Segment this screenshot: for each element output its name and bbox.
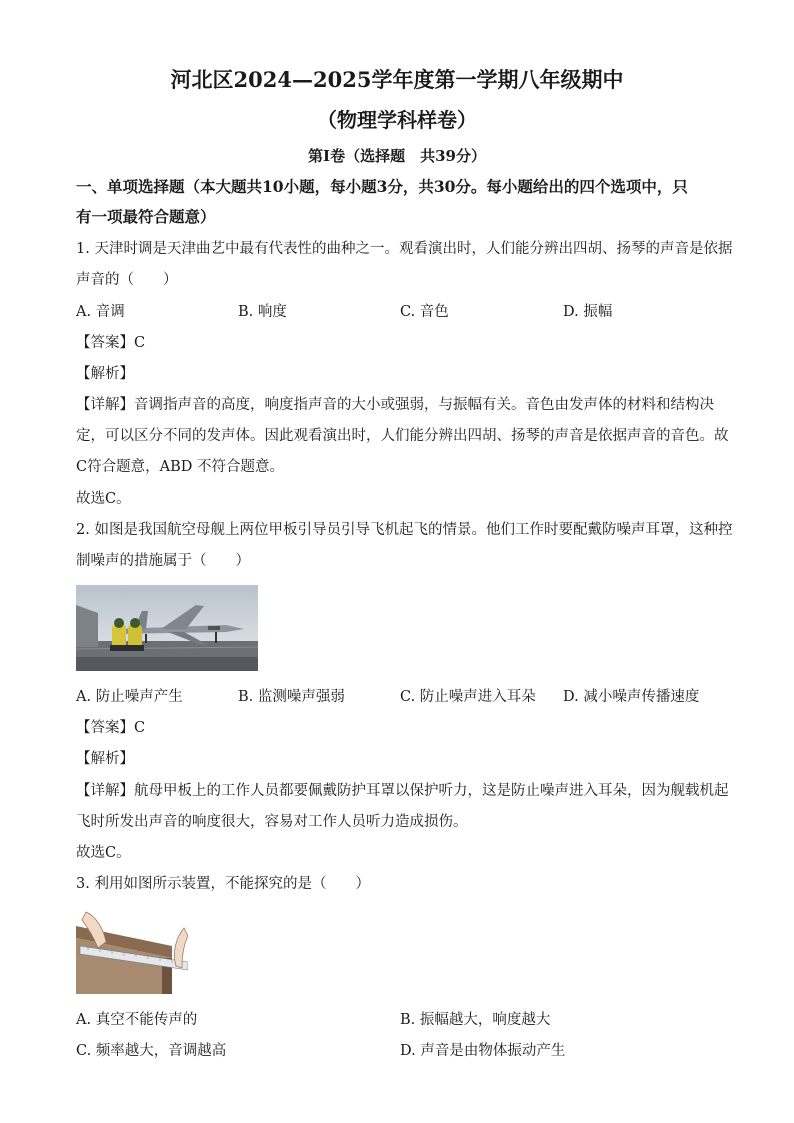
q1-option-c: C. 音色 bbox=[400, 304, 449, 320]
q1-analysis-label: 【解析】 bbox=[76, 366, 134, 382]
q2-analysis-label: 【解析】 bbox=[76, 751, 134, 767]
q1-stem-line2: 声音的（ ） bbox=[76, 272, 178, 288]
q2-answer: 【答案】C bbox=[76, 720, 146, 736]
ruler-table-image bbox=[76, 908, 188, 994]
q3-option-b: B. 振幅越大，响度越大 bbox=[400, 1012, 551, 1028]
q1-conclusion: 故选C。 bbox=[76, 491, 131, 507]
q2-stem-line2: 制噪声的措施属于（ ） bbox=[76, 553, 250, 569]
q1-option-b: B. 响度 bbox=[238, 304, 287, 320]
q3-stem: 3. 利用如图所示装置，不能探究的是（ ） bbox=[76, 876, 370, 892]
q3-option-d: D. 声音是由物体振动产生 bbox=[400, 1043, 566, 1059]
section-instruction-line2: 有一项最符合题意） bbox=[76, 207, 216, 226]
part-heading: 第Ⅰ卷（选择题 共39分） bbox=[308, 147, 486, 165]
q2-option-c: C. 防止噪声进入耳朵 bbox=[400, 689, 536, 705]
q1-detail-line3: C符合题意，ABD 不符合题意。 bbox=[76, 459, 284, 475]
q1-stem-line1: 1. 天津时调是天津曲艺中最有代表性的曲种之一。观看演出时，人们能分辨出四胡、扬琴的声音是依据 bbox=[76, 241, 733, 257]
q2-detail-line2: 飞时所发出声音的响度很大，容易对工作人员听力造成损伤。 bbox=[76, 814, 468, 830]
exam-title: 河北区2024—2025学年度第一学期八年级期中 bbox=[170, 67, 624, 92]
q1-detail-line2: 定，可以区分不同的发声体。因此观看演出时，人们能分辨出四胡、扬琴的声音是依据声音的音色。故 bbox=[76, 428, 729, 444]
q3-option-a: A. 真空不能传声的 bbox=[76, 1012, 198, 1028]
q2-stem-line1: 2. 如图是我国航空母舰上两位甲板引导员引导飞机起飞的情景。他们工作时要配戴防噪声耳罩，这种控 bbox=[76, 522, 733, 538]
q2-conclusion: 故选C。 bbox=[76, 845, 131, 861]
q2-option-a: A. 防止噪声产生 bbox=[76, 689, 183, 705]
q1-option-a: A. 音调 bbox=[76, 304, 125, 320]
q2-option-b: B. 监测噪声强弱 bbox=[238, 689, 345, 705]
q2-detail-line1: 【详解】航母甲板上的工作人员都要佩戴防护耳罩以保护听力，这是防止噪声进入耳朵，因为舰载机起 bbox=[76, 783, 729, 799]
q1-option-d: D. 振幅 bbox=[563, 304, 613, 320]
q1-answer: 【答案】C bbox=[76, 335, 146, 351]
q1-detail-line1: 【详解】音调指声音的高度，响度指声音的大小或强弱，与振幅有关。音色由发声体的材料和结构决 bbox=[76, 397, 714, 413]
q2-option-d: D. 减小噪声传播速度 bbox=[563, 689, 700, 705]
exam-subtitle: （物理学科样卷） bbox=[317, 108, 477, 132]
carrier-deck-image bbox=[76, 585, 258, 671]
carrier-deck-photo bbox=[76, 585, 258, 671]
ruler-table-figure bbox=[76, 908, 188, 994]
q3-option-c: C. 频率越大，音调越高 bbox=[76, 1043, 227, 1059]
section-instruction-line1: 一、单项选择题（本大题共10小题，每小题3分，共30分。每小题给出的四个选项中，只 bbox=[76, 177, 688, 196]
